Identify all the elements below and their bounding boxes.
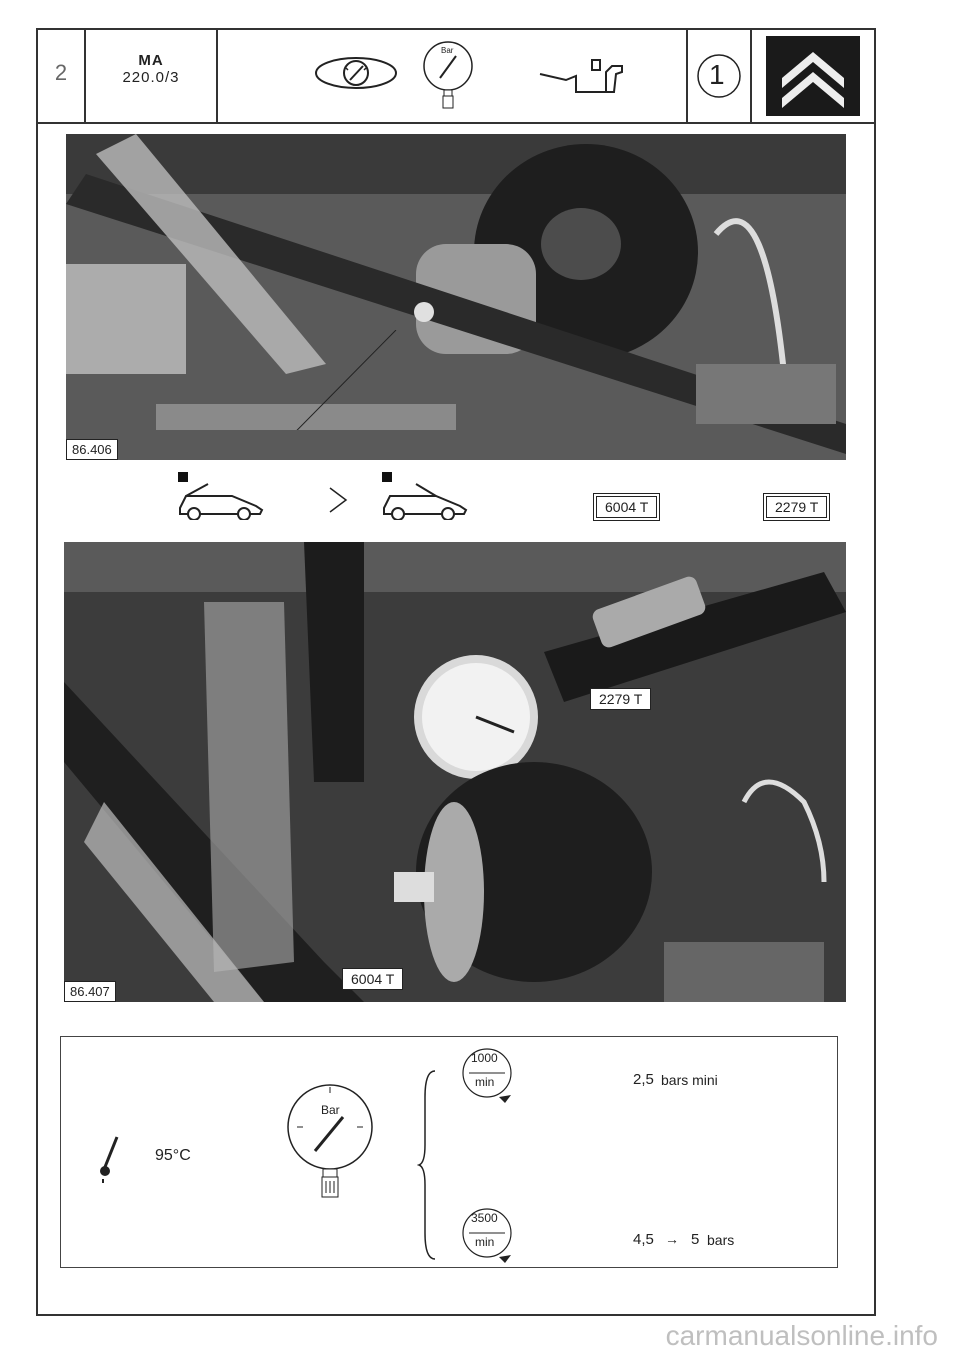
rpm-value-1: 1000 (471, 1051, 498, 1065)
photo-2-label: 86.407 (64, 981, 116, 1002)
gauge-label: Bar (441, 46, 454, 55)
header (38, 30, 874, 124)
photo-2-image (64, 542, 846, 1002)
reference-cell (86, 30, 218, 122)
car-hood-open-icon-2 (376, 470, 476, 520)
pressure-value-1: 2,5 (633, 1071, 654, 1088)
brand-cell (752, 30, 874, 122)
thermometer-icon (97, 1133, 127, 1183)
rpm-unit-2: min (475, 1235, 495, 1249)
step-number: 1 (709, 59, 725, 90)
tool-label-2279t: 2279 T (766, 496, 827, 518)
oil-can-icon (536, 52, 626, 102)
reference-code: MA (138, 52, 164, 69)
callout-6004t: 6004 T (342, 968, 403, 990)
tool-label-6004t: 6004 T (596, 496, 657, 518)
page-frame (36, 28, 876, 1316)
pressure-spec-box (60, 1036, 838, 1268)
pressure-value-2b: 5 (691, 1231, 700, 1248)
rpm-unit-1: min (475, 1075, 495, 1089)
citroen-chevron-logo (752, 30, 872, 120)
reference-number: 220.0/3 (122, 69, 180, 86)
range-arrow: → (665, 1231, 679, 1247)
photo-1-label: 86.406 (66, 439, 118, 460)
pressure-unit-2: bars (707, 1232, 735, 1248)
brace-icon (417, 1067, 447, 1267)
temperature-value: 95°C (155, 1147, 191, 1164)
gauge-label-large: Bar (321, 1103, 340, 1117)
pressure-value-2a: 4,5 (633, 1231, 654, 1248)
pressure-gauge-large-icon (285, 1077, 375, 1207)
arrow-right-icon (324, 480, 354, 520)
pressure-unit-1: bars mini (661, 1072, 718, 1088)
step-cell (688, 30, 752, 122)
rpm-value-2: 3500 (471, 1211, 498, 1225)
callout-2279t: 2279 T (590, 688, 651, 710)
watermark: carmanualsonline.info (665, 1320, 938, 1351)
engine-photo-2 (64, 542, 846, 1002)
leader-line (38, 330, 878, 430)
car-hood-open-icon-1 (172, 470, 272, 520)
page-number: 2 (38, 30, 86, 122)
operation-icons (218, 30, 688, 122)
